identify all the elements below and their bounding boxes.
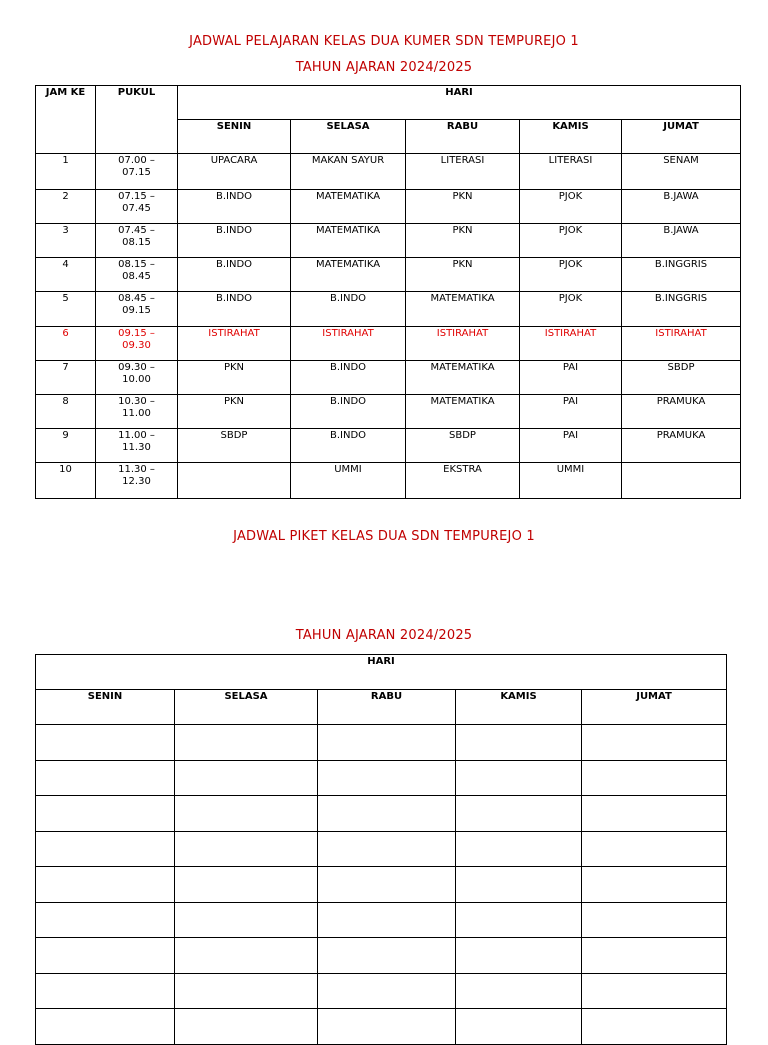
cell-pukul [96,190,178,224]
cell-pukul [96,429,178,463]
cell-subject: PKN [406,190,520,224]
piket-cell [36,902,175,938]
cell-subject: B.INGGRIS [622,258,741,292]
pukul-end: 08.15 [122,237,151,248]
cell-subject: PJOK [520,224,622,258]
cell-subject: UMMI [520,463,622,499]
piket-cell [456,973,582,1009]
schedule-table [35,85,741,499]
piket-cell [36,725,175,761]
cell-pukul [96,361,178,395]
piket-header-day: SELASA [175,690,318,725]
pukul-end: 11.30 [122,442,151,453]
piket-cell [36,1009,175,1045]
piket-header-day: RABU [318,690,456,725]
cell-subject: B.INDO [291,292,406,327]
piket-cell [318,796,456,832]
piket-cell [318,867,456,903]
piket-cell [175,725,318,761]
piket-cell [36,760,175,796]
schedule-row [36,395,741,429]
cell-subject: ISTIRAHAT [291,327,406,361]
cell-jam: 3 [36,224,96,258]
pukul-start: 07.15 – [118,191,155,202]
pukul-start: 10.30 – [118,396,155,407]
schedule-row [36,292,741,327]
cell-subject: PRAMUKA [622,395,741,429]
cell-jam: 10 [36,463,96,499]
pukul-start: 09.15 – [118,328,155,339]
pukul-start: 11.30 – [118,464,155,475]
cell-pukul [96,463,178,499]
cell-subject: MATEMATIKA [406,361,520,395]
cell-jam: 4 [36,258,96,292]
header-day: RABU [406,120,520,154]
piket-title: JADWAL PIKET KELAS DUA SDN TEMPUREJO 1 [233,529,535,544]
piket-cell [36,938,175,974]
schedule-row [36,258,741,292]
cell-subject: MATEMATIKA [291,258,406,292]
cell-jam: 9 [36,429,96,463]
cell-jam: 2 [36,190,96,224]
pukul-end: 10.00 [122,374,151,385]
schedule-row [36,429,741,463]
piket-cell [582,938,727,974]
cell-subject: MATEMATIKA [406,395,520,429]
piket-cell [456,1009,582,1045]
piket-cell [318,1009,456,1045]
cell-subject: B.INDO [178,292,291,327]
cell-pukul [96,154,178,190]
header-pukul: PUKUL [96,86,178,154]
cell-subject: SBDP [622,361,741,395]
pukul-start: 11.00 – [118,430,155,441]
piket-header-day: JUMAT [582,690,727,725]
pukul-end: 09.15 [122,305,151,316]
pukul-end: 08.45 [122,271,151,282]
piket-cell [175,760,318,796]
cell-subject: MATEMATIKA [291,224,406,258]
piket-body [36,725,727,1045]
cell-subject: MATEMATIKA [406,292,520,327]
cell-subject: B.INDO [178,258,291,292]
piket-cell [318,725,456,761]
piket-cell [318,902,456,938]
cell-subject: PAI [520,395,622,429]
cell-jam: 7 [36,361,96,395]
piket-header-hari: HARI [36,655,727,690]
piket-cell [175,1009,318,1045]
piket-cell [318,973,456,1009]
schedule-row [36,154,741,190]
piket-row [36,1009,727,1045]
piket-cell [582,867,727,903]
cell-subject: B.INDO [291,429,406,463]
cell-jam: 8 [36,395,96,429]
pukul-start: 08.45 – [118,293,155,304]
cell-subject: B.INDO [291,395,406,429]
piket-cell [582,973,727,1009]
piket-cell [456,831,582,867]
piket-cell [175,831,318,867]
cell-subject: LITERASI [406,154,520,190]
header-day: SELASA [291,120,406,154]
piket-cell [318,831,456,867]
piket-cell [175,796,318,832]
cell-subject: ISTIRAHAT [178,327,291,361]
cell-subject: MATEMATIKA [291,190,406,224]
pukul-end: 07.45 [122,203,151,214]
piket-cell [36,973,175,1009]
schedule-row [36,224,741,258]
cell-subject: ISTIRAHAT [520,327,622,361]
piket-cell [36,867,175,903]
piket-header-day: KAMIS [456,690,582,725]
header-jam-ke: JAM KE [36,86,96,154]
cell-pukul [96,224,178,258]
cell-subject: B.JAWA [622,190,741,224]
pukul-start: 07.00 – [118,155,155,166]
cell-subject: PAI [520,361,622,395]
pukul-start: 07.45 – [118,225,155,236]
schedule-row [36,463,741,499]
piket-header-day: SENIN [36,690,175,725]
cell-subject: PKN [178,395,291,429]
cell-pukul [96,292,178,327]
schedule-row [36,190,741,224]
piket-cell [175,867,318,903]
piket-row [36,760,727,796]
piket-cell [36,831,175,867]
cell-subject: UPACARA [178,154,291,190]
cell-subject: B.JAWA [622,224,741,258]
piket-cell [582,796,727,832]
cell-subject: PKN [406,224,520,258]
cell-pukul [96,258,178,292]
cell-subject: B.INDO [178,190,291,224]
pukul-end: 09.30 [122,340,151,351]
cell-subject: PJOK [520,190,622,224]
header-day: KAMIS [520,120,622,154]
header-hari: HARI [178,86,741,120]
cell-subject: PRAMUKA [622,429,741,463]
piket-cell [456,796,582,832]
schedule-body [36,154,741,499]
piket-cell [318,938,456,974]
cell-subject: LITERASI [520,154,622,190]
schedule-title: JADWAL PELAJARAN KELAS DUA KUMER SDN TEMPUREJO 1 [189,34,579,49]
piket-row [36,902,727,938]
piket-cell [175,973,318,1009]
cell-subject: SENAM [622,154,741,190]
piket-row [36,796,727,832]
piket-row [36,938,727,974]
piket-cell [318,760,456,796]
piket-cell [582,760,727,796]
schedule-row [36,361,741,395]
cell-jam: 6 [36,327,96,361]
schedule-row [36,327,741,361]
piket-row [36,867,727,903]
cell-pukul [96,327,178,361]
cell-subject: PAI [520,429,622,463]
cell-jam: 5 [36,292,96,327]
pukul-end: 12.30 [122,476,151,487]
cell-pukul [96,395,178,429]
piket-cell [456,867,582,903]
header-day: JUMAT [622,120,741,154]
piket-cell [36,796,175,832]
piket-year: TAHUN AJARAN 2024/2025 [295,628,473,643]
schedule-year: TAHUN AJARAN 2024/2025 [295,60,473,75]
pukul-start: 09.30 – [118,362,155,373]
cell-subject [178,463,291,499]
cell-subject: B.INGGRIS [622,292,741,327]
cell-subject: ISTIRAHAT [406,327,520,361]
cell-subject: PKN [406,258,520,292]
cell-subject: B.INDO [291,361,406,395]
cell-subject: PJOK [520,258,622,292]
piket-row [36,973,727,1009]
header-day: SENIN [178,120,291,154]
piket-row [36,725,727,761]
piket-cell [456,938,582,974]
cell-subject: EKSTRA [406,463,520,499]
piket-cell [582,725,727,761]
piket-cell [175,902,318,938]
cell-subject: PKN [178,361,291,395]
pukul-end: 07.15 [122,167,151,178]
cell-subject [622,463,741,499]
cell-subject: SBDP [178,429,291,463]
piket-cell [456,725,582,761]
piket-cell [175,938,318,974]
cell-subject: PJOK [520,292,622,327]
piket-cell [582,831,727,867]
piket-cell [582,1009,727,1045]
cell-jam: 1 [36,154,96,190]
cell-subject: MAKAN SAYUR [291,154,406,190]
piket-cell [456,902,582,938]
cell-subject: SBDP [406,429,520,463]
piket-cell [456,760,582,796]
cell-subject: ISTIRAHAT [622,327,741,361]
cell-subject: UMMI [291,463,406,499]
piket-table [35,654,727,1045]
pukul-start: 08.15 – [118,259,155,270]
piket-row [36,831,727,867]
pukul-end: 11.00 [122,408,151,419]
cell-subject: B.INDO [178,224,291,258]
piket-cell [582,902,727,938]
